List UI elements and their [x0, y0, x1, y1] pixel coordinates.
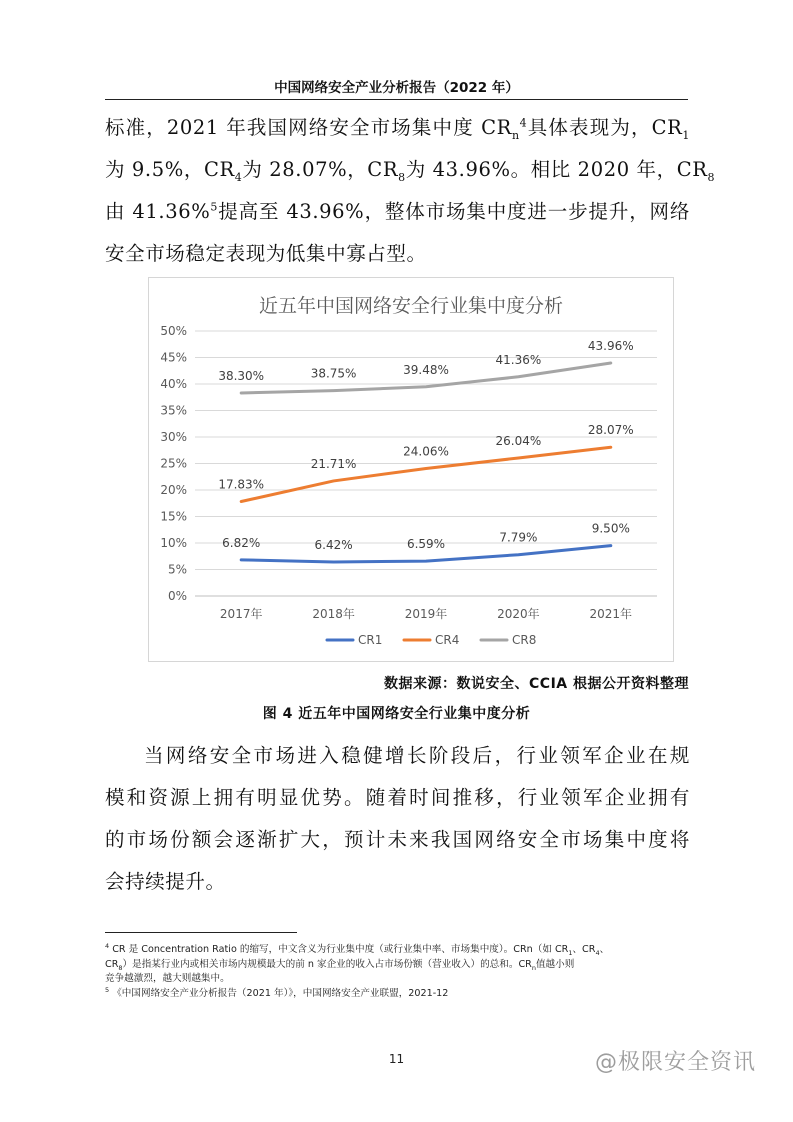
text-run: 为 9.5%，CR [105, 158, 235, 181]
y-tick-label: 5% [167, 562, 187, 577]
subscript: 8 [398, 170, 406, 184]
subscript: 4 [595, 948, 600, 957]
y-tick-label: 40% [160, 377, 187, 391]
subscript: 8 [707, 170, 716, 184]
header-rule [105, 99, 688, 100]
line-chart [149, 278, 673, 661]
text-run: 、 [599, 944, 610, 955]
text-run: 标准，2021 年我国网络安全市场集中度 CR [105, 116, 512, 139]
footnote-ref-4[interactable]: 4 [519, 116, 528, 130]
paragraph-2-line-1: 当网络安全市场进入稳健增长阶段后，行业领军企业在规 [144, 744, 690, 767]
data-label-cr8: 39.48% [403, 362, 449, 377]
data-label-cr4: 26.04% [495, 433, 542, 448]
footnote-4 [105, 943, 695, 987]
chart-title: 近五年中国网络安全行业集中度分析 [258, 295, 564, 317]
footnote-mark: 4 [105, 941, 110, 950]
text-run: CR 是 Concentration Ratio 的缩写，中文含义为行业集中度（或行业集中率、市场集中度）。CRn（如 CR [112, 944, 569, 955]
data-label-cr1: 6.59% [406, 537, 446, 552]
watermark: @极限安全资讯 [595, 1050, 757, 1075]
text-run: 为 28.07%，CR [242, 158, 399, 181]
subscript: 8 [118, 963, 123, 972]
text-run: 由 41.36% [105, 200, 211, 223]
text-run: 竞争越激烈，越大则越集中。 [105, 973, 230, 984]
paragraph-2-line-4: 会持续提升。 [105, 870, 226, 893]
subscript: 1 [682, 128, 690, 142]
footnotes [105, 943, 695, 1001]
text-run: 值越小则 [535, 958, 575, 970]
text-run: 提高至 43.96%，整体市场集中度进一步提升，网络 [217, 200, 691, 223]
text-run: 《中国网络安全产业分析报告（2021 年）》，中国网络安全产业联盟，2021-12 [112, 987, 449, 999]
text-run: 、CR [572, 944, 596, 955]
x-tick-label: 2020年 [497, 607, 540, 621]
x-tick-label: 2017年 [219, 607, 263, 621]
y-tick-label: 15% [160, 509, 187, 524]
y-tick-label: 35% [160, 403, 187, 418]
chart-container [148, 277, 674, 662]
data-label-cr1: 7.79% [499, 530, 538, 545]
paragraph-1-line-1 [105, 107, 690, 149]
page-number: 11 [388, 1052, 405, 1066]
subscript: 1 [568, 948, 573, 957]
footnote-rule [105, 932, 297, 933]
y-tick-label: 45% [160, 350, 187, 365]
text-run: 具体表现为，CR [527, 116, 683, 139]
paragraph-2 [105, 735, 690, 903]
data-label-cr4: 24.06% [403, 444, 449, 459]
data-label-cr1: 6.42% [314, 537, 353, 552]
data-label-cr1: 9.50% [591, 521, 630, 536]
legend-label-cr4: CR4 [435, 633, 460, 647]
legend-label-cr1: CR1 [358, 633, 383, 647]
footnote-5 [105, 987, 695, 1002]
paragraph-1-line-3 [105, 191, 690, 233]
subscript: 4 [234, 170, 243, 184]
footnote-mark: 5 [105, 985, 110, 994]
y-tick-label: 50% [160, 324, 187, 338]
data-label-cr8: 38.75% [310, 366, 357, 381]
paragraph-1 [105, 107, 716, 275]
subscript: n [511, 128, 520, 142]
data-source-note: 数据来源：数说安全、CCIA 根据公开资料整理 [384, 676, 689, 692]
x-tick-label: 2019年 [404, 607, 448, 621]
data-label-cr8: 38.30% [218, 369, 265, 384]
data-label-cr1: 6.82% [222, 535, 261, 550]
data-label-cr4: 17.83% [218, 477, 265, 492]
data-label-cr4: 21.71% [310, 456, 357, 471]
data-label-cr4: 28.07% [587, 423, 634, 438]
x-tick-label: 2021年 [589, 607, 633, 621]
y-tick-label: 30% [160, 430, 187, 444]
y-tick-label: 20% [160, 483, 187, 497]
footnote-ref-5[interactable]: 5 [210, 200, 218, 214]
figure-caption: 图 4 近五年中国网络安全行业集中度分析 [262, 706, 531, 722]
text-run: CR [105, 958, 119, 970]
paragraph-1-line-2 [105, 149, 716, 191]
paragraph-1-line-4: 安全市场稳定表现为低集中寡占型。 [105, 242, 427, 265]
data-label-cr8: 43.96% [587, 339, 634, 354]
y-tick-label: 25% [160, 456, 187, 471]
legend-label-cr8: CR8 [512, 633, 537, 647]
text-run: ）是指某行业内或相关市场内规模最大的前 n 家企业的收入占市场份额（营业收入）的总和。CR [122, 958, 532, 970]
paragraph-2-line-3: 的市场份额会逐渐扩大，预计未来我国网络安全市场集中度将 [105, 828, 690, 851]
y-tick-label: 0% [167, 589, 187, 603]
page-header: 中国网络安全产业分析报告（2022 年） [274, 80, 519, 96]
text-run: 为 43.96%。相比 2020 年，CR [405, 158, 708, 181]
data-label-cr8: 41.36% [495, 352, 542, 367]
subscript: n [531, 963, 536, 972]
x-tick-label: 2018年 [312, 607, 355, 621]
paragraph-2-line-2: 模和资源上拥有明显优势。随着时间推移，行业领军企业拥有 [105, 786, 690, 809]
y-tick-label: 10% [160, 536, 187, 550]
